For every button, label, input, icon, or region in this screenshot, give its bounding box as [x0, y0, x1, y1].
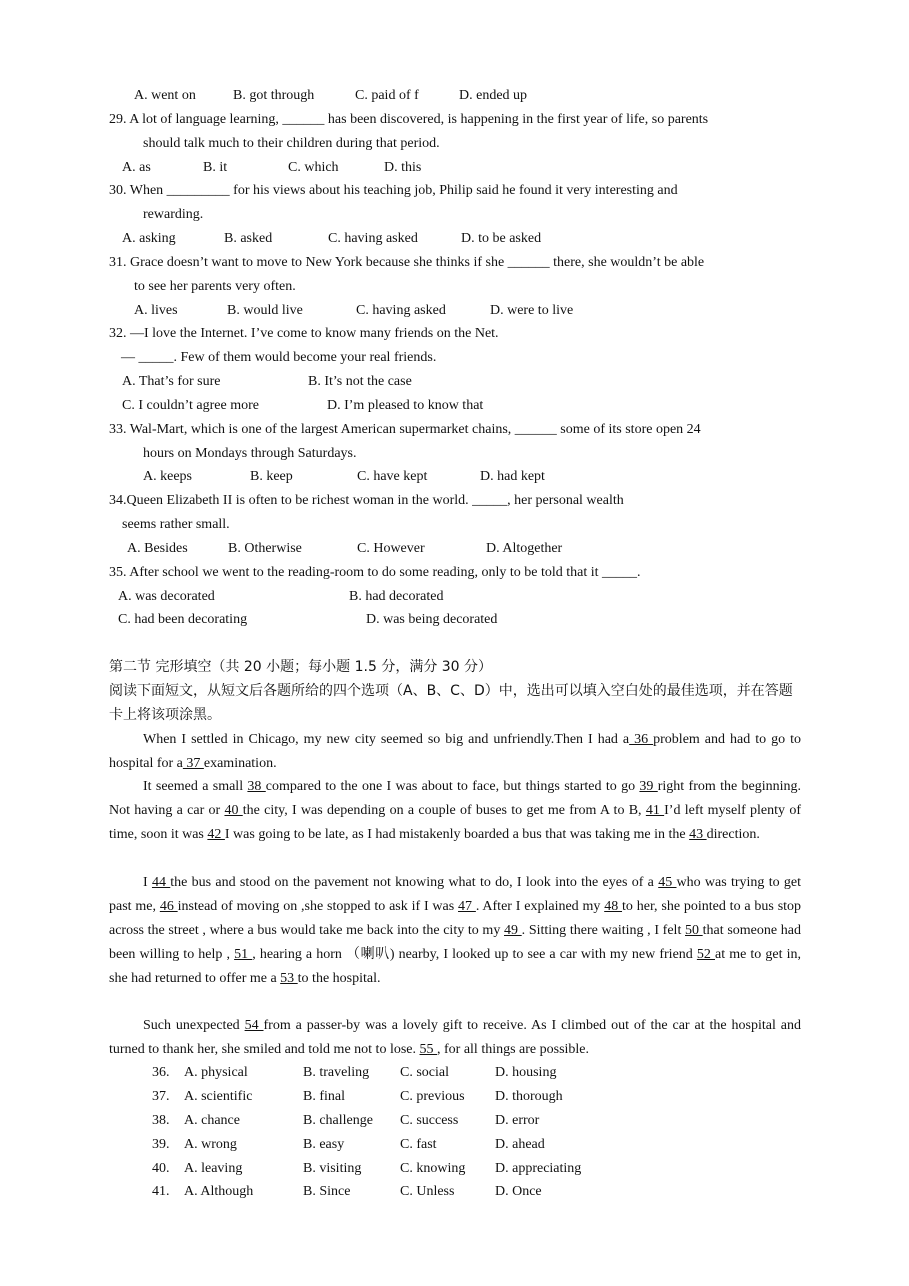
blank-40: 40	[224, 803, 243, 818]
passage-text: direction.	[706, 827, 760, 842]
blank-36: 36	[629, 732, 654, 747]
q31-stem-line2: to see her parents very often.	[134, 279, 296, 294]
blank-47: 47	[458, 899, 476, 914]
passage-text: It seemed a small	[143, 779, 248, 794]
q33-option-a: A. keeps	[143, 469, 192, 484]
passage-text: , hearing a horn （喇叭) nearby, I looked up to see a car with my new friend	[252, 947, 697, 962]
q29-option-c: C. which	[288, 160, 339, 175]
q28-option-b: B. got through	[233, 88, 315, 103]
q32-stem-line1: 32. —I love the Internet. I’ve come to know many friends on the Net.	[109, 326, 499, 341]
blank-39: 39	[639, 779, 658, 794]
q34-stem-line2: seems rather small.	[122, 517, 230, 532]
q35-stem-line1: 35. After school we went to the reading-room to do some reading, only to be told that it _____.	[109, 565, 641, 580]
blank-49: 49	[504, 923, 522, 938]
choice-c: C. previous	[400, 1089, 465, 1104]
passage-text: right from the beginning. Not having a car or	[109, 779, 802, 818]
passage-paragraph-1	[109, 728, 801, 776]
q29-option-d: D. this	[384, 160, 422, 175]
passage-text: When I settled in Chicago, my new city seemed so big and unfriendly.Then I had a	[143, 732, 630, 747]
passage-text: at me to get in, she had returned to offer me a	[109, 947, 802, 986]
q35-option-a: A. was decorated	[118, 589, 215, 604]
q35-option-c: C. had been decorating	[118, 612, 248, 627]
choice-c: C. social	[400, 1065, 449, 1080]
q30-stem-line2: rewarding.	[143, 207, 204, 222]
q31-option-d: D. were to live	[490, 303, 574, 318]
q32-option-d: D. I’m pleased to know that	[327, 398, 484, 413]
q30-stem-line1: 30. When _________ for his views about his teaching job, Philip said he found it very interesting and	[109, 183, 678, 198]
q30-option-b: B. asked	[224, 231, 273, 246]
q30-option-d: D. to be asked	[461, 231, 542, 246]
passage-text: . Sitting there waiting , I felt	[521, 923, 685, 938]
choice-c: C. knowing	[400, 1161, 466, 1176]
choice-number: 38.	[152, 1113, 170, 1128]
passage-text: instead of moving on ,she stopped to ask if I was	[177, 899, 459, 914]
passage-text: to her, she pointed to a bus stop across the street , where a bus would take me back into the city to my	[109, 899, 802, 938]
passage-text: to the hospital.	[297, 971, 381, 986]
q32-option-a: A. That’s for sure	[122, 374, 221, 389]
q31-stem-line1: 31. Grace doesn’t want to move to New York because she thinks if she ______ there, she wouldn’t be able	[109, 255, 705, 270]
choice-b: B. challenge	[303, 1113, 373, 1128]
q34-option-c: C. However	[357, 541, 425, 556]
blank-50: 50	[685, 923, 703, 938]
choice-a: A. physical	[184, 1065, 248, 1080]
passage-text: , for all things are possible.	[437, 1042, 590, 1057]
choice-b: B. Since	[303, 1184, 351, 1199]
blank-46: 46	[159, 899, 178, 914]
passage-text: examination.	[203, 756, 277, 771]
choice-d: D. ahead	[495, 1137, 545, 1152]
blank-45: 45	[658, 875, 677, 890]
passage-text: compared to the one I was about to face, but things started to go	[265, 779, 640, 794]
choice-a: A. chance	[184, 1113, 240, 1128]
passage-text: . After I explained my	[475, 899, 605, 914]
blank-54: 54	[244, 1018, 264, 1033]
q35-option-d: D. was being decorated	[366, 612, 498, 627]
q30-option-a: A. asking	[122, 231, 176, 246]
q34-option-d: D. Altogether	[486, 541, 563, 556]
choice-number: 37.	[152, 1089, 170, 1104]
passage-paragraph-2	[109, 775, 801, 847]
choice-a: A. scientific	[184, 1089, 253, 1104]
choice-b: B. visiting	[303, 1161, 362, 1176]
q28-option-c: C. paid of f	[355, 88, 419, 103]
passage-text: I	[143, 875, 152, 890]
choice-a: A. Although	[184, 1184, 254, 1199]
blank-43: 43	[689, 827, 707, 842]
passage-text: that someone had been willing to help ,	[109, 923, 801, 962]
q33-stem-line1: 33. Wal-Mart, which is one of the largest American supermarket chains, ______ some of its store open 24	[109, 422, 701, 437]
choice-number: 36.	[152, 1065, 170, 1080]
q28-option-d: D. ended up	[459, 88, 528, 103]
choice-c: C. success	[400, 1113, 459, 1128]
blank-53: 53	[280, 971, 298, 986]
passage-paragraph-3	[109, 871, 801, 991]
blank-38: 38	[247, 779, 266, 794]
q28-option-a: A. went on	[134, 88, 196, 103]
choice-b: B. final	[303, 1089, 345, 1104]
passage-text: who was trying to get past me,	[109, 875, 802, 914]
blank-44: 44	[151, 875, 171, 890]
q29-option-b: B. it	[203, 160, 228, 175]
passage-text: the bus and stood on the pavement not knowing what to do, I look into the eyes of a	[170, 875, 659, 890]
blank-42: 42	[207, 827, 225, 842]
choice-d: D. thorough	[495, 1089, 563, 1104]
blank-55: 55	[419, 1042, 437, 1057]
blank-48: 48	[604, 899, 623, 914]
passage-text: problem and had to go to hospital for a	[109, 732, 801, 771]
blank-41: 41	[645, 803, 665, 818]
choice-number: 41.	[152, 1184, 170, 1199]
choice-d: D. error	[495, 1113, 540, 1128]
q31-option-b: B. would live	[227, 303, 303, 318]
blank-52: 52	[696, 947, 715, 962]
q33-option-d: D. had kept	[480, 469, 545, 484]
passage-text: I was going to be late, as I had mistakenly boarded a bus that was taking me in the	[224, 827, 690, 842]
q33-option-b: B. keep	[250, 469, 293, 484]
q31-option-a: A. lives	[134, 303, 178, 318]
q32-option-b: B. It’s not the case	[308, 374, 412, 389]
q34-stem-line1: 34.Queen Elizabeth II is often to be richest woman in the world. _____, her personal wealth	[109, 493, 624, 508]
blank-51: 51	[234, 947, 253, 962]
choice-c: C. Unless	[400, 1184, 455, 1199]
choice-d: D. Once	[495, 1184, 542, 1199]
choice-c: C. fast	[400, 1137, 437, 1152]
q33-stem-line2: hours on Mondays through Saturdays.	[143, 446, 357, 461]
q35-option-b: B. had decorated	[349, 589, 444, 604]
choice-number: 40.	[152, 1161, 170, 1176]
q29-stem-line1: 29. A lot of language learning, ______ has been discovered, is happening in the first year of life, so parents	[109, 112, 709, 127]
blank-37: 37	[182, 756, 204, 771]
passage-text: the city, I was depending on a couple of buses to get me from A to B,	[242, 803, 646, 818]
choice-d: D. appreciating	[495, 1161, 582, 1176]
q32-stem-line2: — _____. Few of them would become your real friends.	[121, 350, 437, 365]
choice-b: B. traveling	[303, 1065, 370, 1080]
choice-a: A. wrong	[184, 1137, 237, 1152]
q34-option-b: B. Otherwise	[228, 541, 302, 556]
passage-text: from a passer-by was a lovely gift to receive. As I climbed out of the car at the hospital and turned to thank her, she smiled and told me not to lose.	[109, 1018, 802, 1057]
q34-option-a: A. Besides	[127, 541, 188, 556]
q32-option-c: C. I couldn’t agree more	[122, 398, 259, 413]
q31-option-c: C. having asked	[356, 303, 446, 318]
q29-option-a: A. as	[122, 160, 151, 175]
passage-paragraph-4	[109, 1014, 801, 1062]
choice-number: 39.	[152, 1137, 170, 1152]
q30-option-c: C. having asked	[328, 231, 418, 246]
section-heading: 第二节 完形填空（共 20 小题；每小题 1.5 分，满分 30 分）	[109, 659, 493, 675]
passage-text: Such unexpected	[143, 1018, 245, 1033]
q33-option-c: C. have kept	[357, 469, 428, 484]
choice-b: B. easy	[303, 1137, 345, 1152]
section-instruction: 阅读下面短文，从短文后各题所给的四个选项（A、B、C、D）中，选出可以填入空白处的最佳选项，并在答题卡上将该项涂黑。	[109, 683, 793, 723]
choice-d: D. housing	[495, 1065, 557, 1080]
passage-text: I’d left myself plenty of time, soon it was	[109, 803, 801, 842]
choice-a: A. leaving	[184, 1161, 243, 1176]
q29-stem-line2: should talk much to their children during that period.	[143, 136, 440, 151]
